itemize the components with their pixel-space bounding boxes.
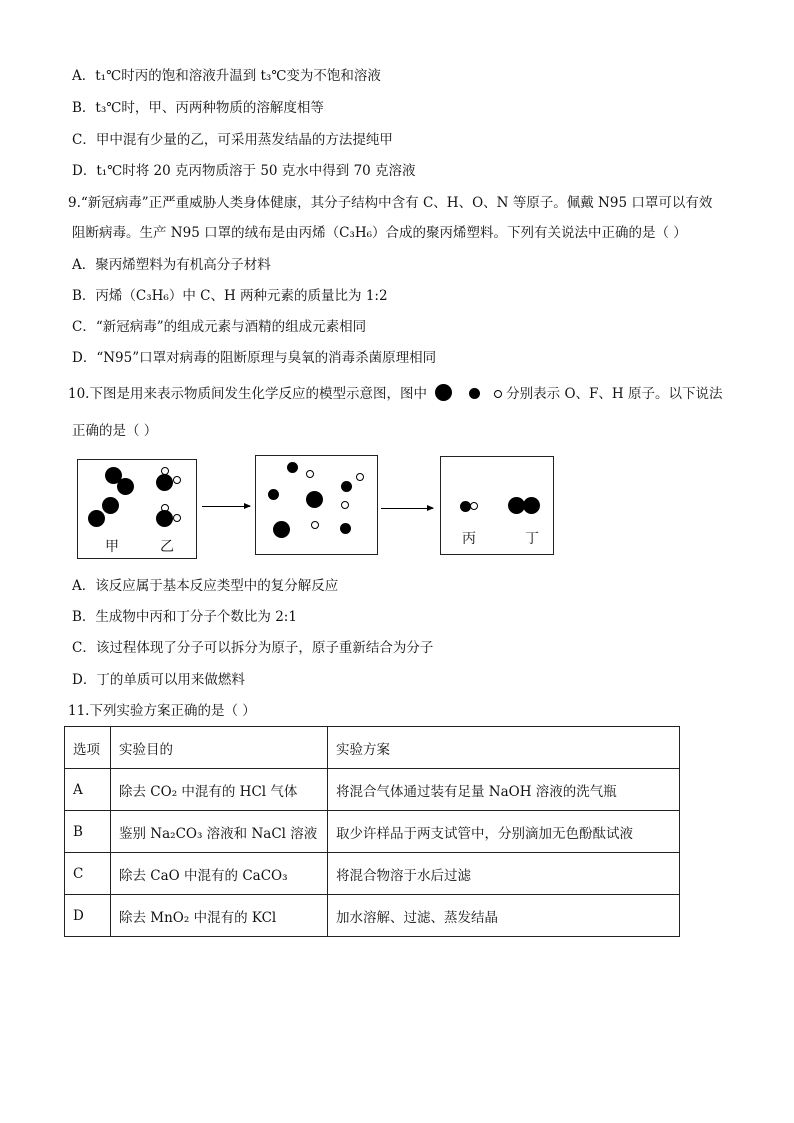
h-atom (311, 521, 319, 529)
table-row (65, 769, 680, 811)
h-atom (306, 470, 314, 478)
label-ding: 丁 (525, 531, 539, 547)
experiment-table (64, 726, 680, 937)
q11-stem: 11.下列实验方案正确的是（ ） (68, 703, 256, 719)
q9-option-c: C．“新冠病毒”的组成元素与酒精的组成元素相同 (72, 319, 367, 335)
header-option: 选项 (65, 727, 111, 769)
o-atom (88, 510, 105, 527)
products-box (440, 456, 554, 555)
o-atom (117, 478, 134, 495)
q9-option-b: B．丙烯（C₃H₆）中 C、H 两种元素的质量比为 1:2 (72, 288, 388, 304)
label-bing: 丙 (462, 531, 476, 547)
label-yi: 乙 (160, 539, 174, 555)
row-plan: 将混合气体通过装有足量 NaOH 溶液的洗气瓶 (328, 769, 680, 811)
header-plan: 实验方案 (328, 727, 680, 769)
o-atom (306, 491, 323, 508)
h-atom (470, 502, 478, 510)
h-atom (173, 476, 181, 484)
row-purpose: 除去 MnO₂ 中混有的 KCl (111, 895, 328, 937)
legend-f-atom-icon (469, 388, 480, 399)
q8-option-b: B．t₃℃时，甲、丙两种物质的溶解度相等 (72, 100, 324, 116)
label-jia: 甲 (105, 539, 119, 555)
row-purpose: 鉴别 Na₂CO₃ 溶液和 NaCl 溶液 (111, 811, 328, 853)
row-plan: 取少许样品于两支试管中，分别滴加无色酚酞试液 (328, 811, 680, 853)
row-purpose: 除去 CO₂ 中混有的 HCl 气体 (111, 769, 328, 811)
row-option: B (65, 811, 111, 853)
table-header-row (65, 727, 680, 769)
q9-stem-line1: 9.“新冠病毒”正严重威胁人类身体健康，其分子结构中含有 C、H、O、N 等原子。佩戴 N95 口罩可以有效 (68, 195, 713, 211)
f-atom (268, 489, 279, 500)
row-purpose: 除去 CaO 中混有的 CaCO₃ (111, 853, 328, 895)
atoms-box (255, 455, 378, 555)
q10-stem-post: 分别表示 O、F、H 原子。以下说法 (506, 386, 723, 402)
row-option: D (65, 895, 111, 937)
h-atom (173, 514, 181, 522)
row-plan: 将混合物溶于水后过滤 (328, 853, 680, 895)
h-atom (356, 473, 364, 481)
q10-option-c: C．该过程体现了分子可以拆分为原子，原子重新结合为分子 (72, 640, 434, 656)
row-option: A (65, 769, 111, 811)
f-atom (340, 523, 351, 534)
arrow-right-icon (381, 508, 433, 509)
q8-option-a: A．t₁℃时丙的饱和溶液升温到 t₃℃变为不饱和溶液 (72, 68, 381, 84)
o-atom (523, 497, 540, 514)
row-plan: 加水溶解、过滤、蒸发结晶 (328, 895, 680, 937)
o-atom (156, 510, 173, 527)
table-row (65, 811, 680, 853)
q10-option-d: D．丁的单质可以用来做燃料 (72, 672, 245, 688)
legend-h-atom-icon (494, 390, 502, 398)
q10-stem-line1 (68, 384, 722, 404)
reactants-box (77, 459, 197, 559)
q9-option-a: A．聚丙烯塑料为有机高分子材料 (72, 257, 271, 273)
q8-option-c: C．甲中混有少量的乙，可采用蒸发结晶的方法提纯甲 (72, 132, 393, 148)
o-atom (273, 521, 290, 538)
q10-stem-pre: 10.下图是用来表示物质间发生化学反应的模型示意图，图中 (68, 386, 427, 402)
q10-option-a: A．该反应属于基本反应类型中的复分解反应 (72, 578, 339, 594)
q9-option-d: D．“N95”口罩对病毒的阻断原理与臭氧的消毒杀菌原理相同 (72, 350, 437, 366)
q10-stem-line2: 正确的是（ ） (72, 423, 158, 439)
f-atom (287, 462, 298, 473)
legend-o-atom-icon (435, 384, 452, 401)
f-atom (341, 481, 352, 492)
arrow-right-icon (202, 506, 250, 507)
table-row (65, 853, 680, 895)
header-purpose: 实验目的 (111, 727, 328, 769)
row-option: C (65, 853, 111, 895)
h-atom (341, 501, 349, 509)
q10-option-b: B．生成物中丙和丁分子个数比为 2:1 (72, 609, 297, 625)
o-atom (102, 497, 119, 514)
o-atom (156, 474, 173, 491)
q9-stem-line2: 阻断病毒。生产 N95 口罩的绒布是由丙烯（C₃H₆）合成的聚丙烯塑料。下列有关说法中正确的是（ ） (72, 225, 687, 241)
q8-option-d: D．t₁℃时将 20 克丙物质溶于 50 克水中得到 70 克溶液 (72, 163, 416, 179)
table-row (65, 895, 680, 937)
